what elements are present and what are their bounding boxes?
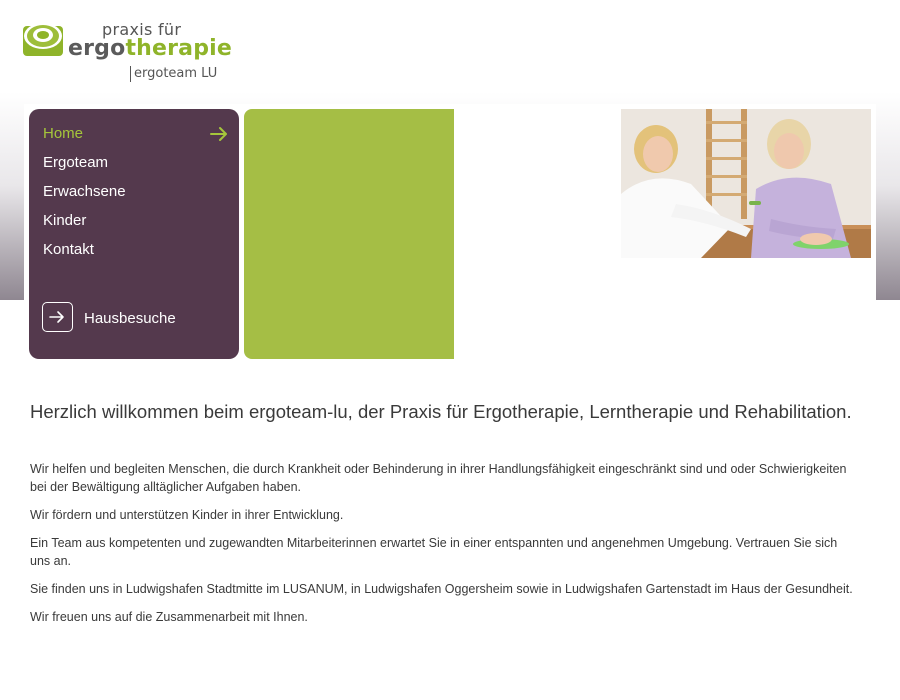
logo-line1: praxis für [102, 20, 182, 39]
paragraph: Wir freuen uns auf die Zusammenarbeit mit Ihnen. [30, 610, 308, 624]
welcome-headline: Herzlich willkommen beim ergoteam-lu, der Praxis für Ergotherapie, Lerntherapie und Rehabilitation. [30, 401, 852, 422]
hero-photo [621, 109, 871, 258]
nav-item-kinder[interactable]: Kinder [43, 212, 87, 229]
nav-item-erwachsene[interactable]: Erwachsene [43, 183, 126, 200]
house-visits-button[interactable] [42, 302, 73, 332]
logo-mark-icon [22, 20, 64, 58]
nav-item-kontakt[interactable]: Kontakt [43, 241, 94, 258]
logo-line3: ergoteam LU [130, 66, 217, 82]
arrow-right-icon [210, 126, 228, 142]
logo-therapie: therapie [125, 36, 233, 61]
arrow-right-icon [49, 309, 65, 325]
logo-line2 [68, 36, 232, 61]
nav-item-ergoteam[interactable]: Ergoteam [43, 154, 109, 171]
main-content [30, 401, 860, 626]
therapy-scene-image [621, 109, 871, 258]
paragraph: Wir helfen und begleiten Menschen, die durch Krankheit oder Behinderung in ihrer Handlungsfähigkeit eingeschränkt sind und oder Schwierigkeiten bei der Bewältigung alltäglicher Aufgaben haben. [30, 462, 847, 494]
house-visits-link[interactable]: Hausbesuche [84, 310, 176, 327]
green-accent-block [244, 109, 454, 359]
paragraph: Sie finden uns in Ludwigshafen Stadtmitte im LUSANUM, in Ludwigshafen Oggersheim sowie in Ludwigshafen Gartenstadt im Haus der Gesundheit. [30, 582, 853, 596]
logo-ergo: ergo [68, 36, 126, 61]
paragraph: Ein Team aus kompetenten und zugewandten Mitarbeiterinnen erwartet Sie in einer entspannten und angenehmen Umgebung. Vertrauen Sie sich uns an. [30, 536, 838, 568]
main-nav [29, 109, 239, 359]
nav-item-home[interactable]: Home [43, 125, 84, 142]
logo[interactable] [22, 18, 252, 88]
paragraph: Wir fördern und unterstützen Kinder in ihrer Entwicklung. [30, 508, 344, 522]
